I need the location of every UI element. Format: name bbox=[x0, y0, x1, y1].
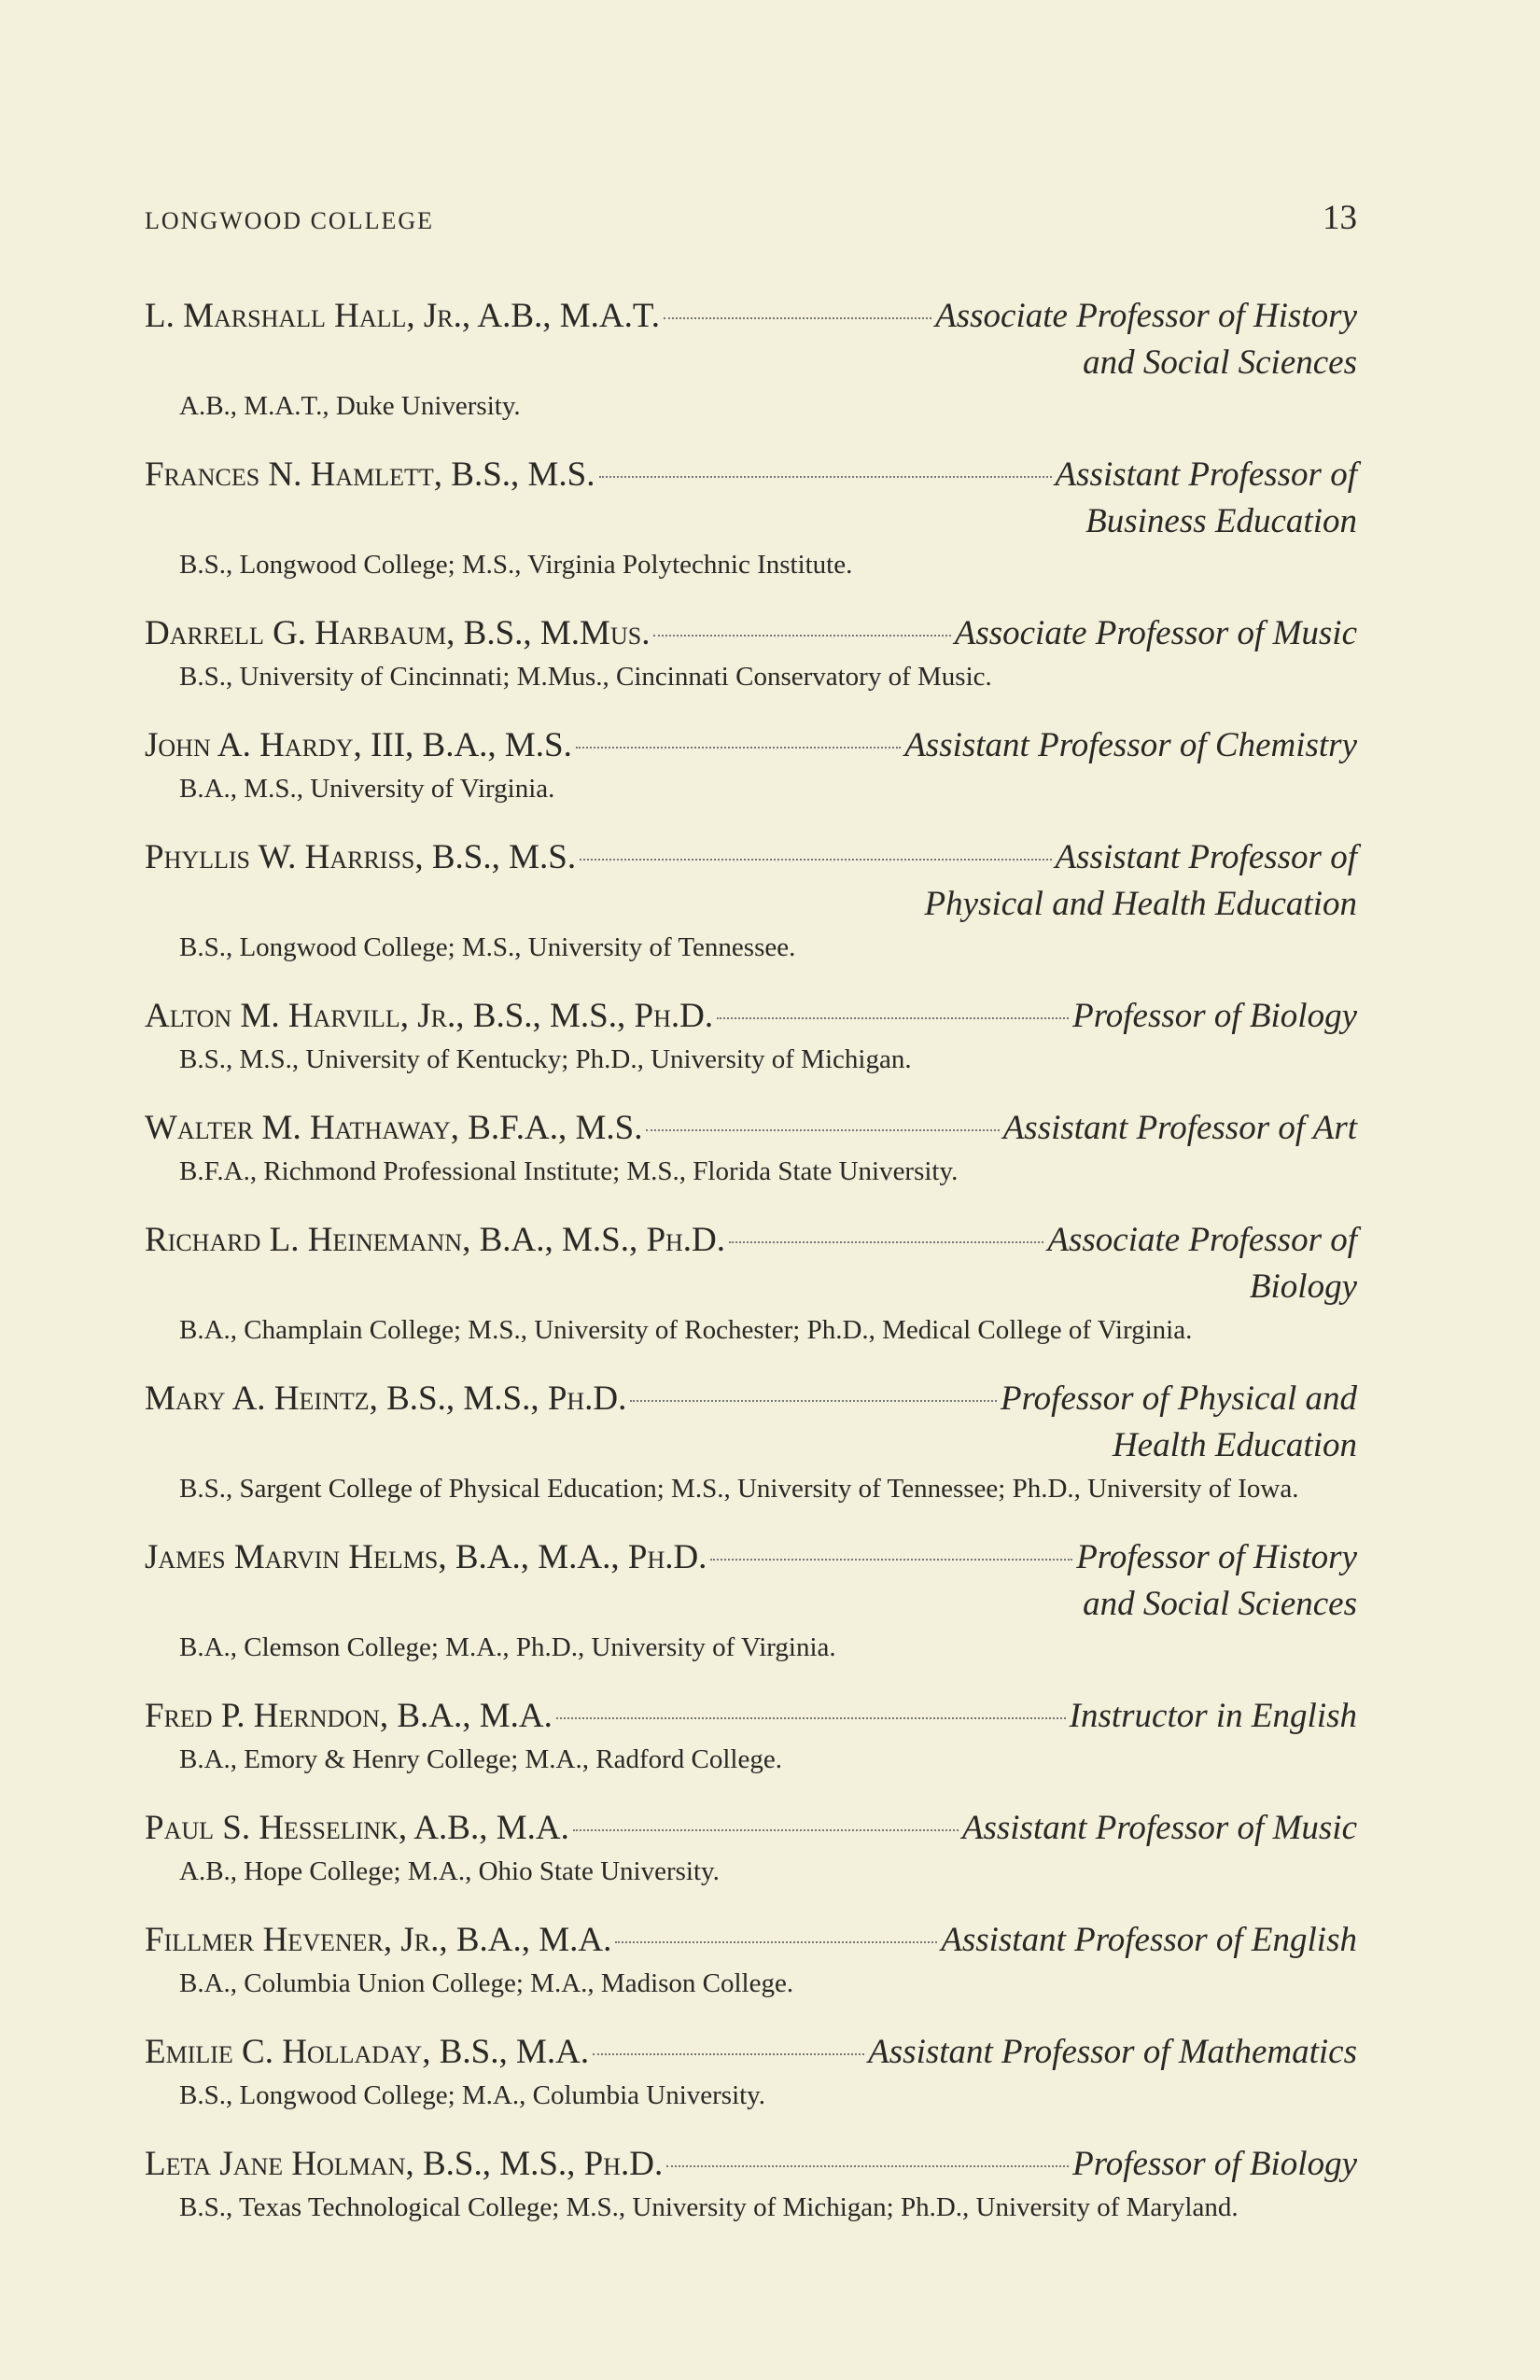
faculty-title-continued: and Social Sciences bbox=[1083, 1585, 1357, 1623]
faculty-name: Richard L. Heinemann, B.A., M.S., Ph.D. bbox=[145, 1221, 726, 1259]
dot-leader bbox=[664, 317, 931, 319]
faculty-entry bbox=[145, 2141, 1357, 2223]
faculty-name: Alton M. Harvill, Jr., B.S., M.S., Ph.D. bbox=[145, 997, 714, 1035]
faculty-education: B.A., M.S., University of Virginia. bbox=[179, 774, 555, 804]
faculty-title: Professor of Biology bbox=[1072, 997, 1357, 1035]
faculty-entry bbox=[145, 452, 1357, 581]
faculty-entry bbox=[145, 1693, 1357, 1775]
faculty-education: B.S., M.S., University of Kentucky; Ph.D., University of Michigan. bbox=[179, 1044, 912, 1074]
faculty-education: B.S., University of Cincinnati; M.Mus., Cincinnati Conservatory of Music. bbox=[179, 662, 992, 692]
dot-leader bbox=[630, 1400, 997, 1402]
faculty-name: Emilie C. Holladay, B.S., M.A. bbox=[145, 2033, 590, 2071]
faculty-entry bbox=[145, 1805, 1357, 1887]
faculty-title: Professor of Biology bbox=[1072, 2145, 1357, 2183]
faculty-list bbox=[145, 293, 1357, 2253]
faculty-education: B.S., Texas Technological College; M.S., University of Michigan; Ph.D., University of Maryland. bbox=[179, 2192, 1239, 2222]
faculty-name: Phyllis W. Harriss, B.S., M.S. bbox=[145, 838, 577, 876]
faculty-title-continued: Physical and Health Education bbox=[924, 885, 1357, 923]
faculty-entry bbox=[145, 1917, 1357, 1999]
faculty-education: B.S., Longwood College; M.S., Virginia Polytechnic Institute. bbox=[179, 550, 853, 580]
faculty-title-continued: and Social Sciences bbox=[1083, 343, 1357, 382]
page-number: 13 bbox=[1323, 199, 1357, 237]
dot-leader bbox=[599, 476, 1052, 478]
dot-leader bbox=[717, 1017, 1069, 1019]
faculty-name: Mary A. Heintz, B.S., M.S., Ph.D. bbox=[145, 1379, 627, 1418]
faculty-title: Associate Professor of bbox=[1047, 1221, 1357, 1259]
faculty-title: Associate Professor of History bbox=[935, 297, 1357, 335]
faculty-education: B.A., Clemson College; M.A., Ph.D., University of Virginia. bbox=[179, 1632, 836, 1662]
college-name: LONGWOOD COLLEGE bbox=[145, 207, 435, 234]
faculty-entry bbox=[145, 834, 1357, 963]
faculty-title: Professor of Physical and bbox=[1001, 1379, 1357, 1418]
faculty-title: Professor of History bbox=[1076, 1538, 1357, 1576]
faculty-entry bbox=[145, 2029, 1357, 2111]
faculty-title-continued: Health Education bbox=[1112, 1426, 1357, 1464]
faculty-name: Leta Jane Holman, B.S., M.S., Ph.D. bbox=[145, 2145, 664, 2183]
faculty-name: John A. Hardy, III, B.A., M.S. bbox=[145, 726, 572, 764]
faculty-title: Associate Professor of Music bbox=[954, 614, 1357, 652]
dot-leader bbox=[666, 2165, 1069, 2167]
faculty-title: Assistant Professor of Chemistry bbox=[904, 726, 1357, 764]
faculty-education: B.S., Longwood College; M.S., University of Tennessee. bbox=[179, 932, 796, 962]
dot-leader bbox=[710, 1559, 1072, 1561]
faculty-entry bbox=[145, 1105, 1357, 1187]
faculty-name: L. Marshall Hall, Jr., A.B., M.A.T. bbox=[145, 297, 660, 335]
dot-leader bbox=[653, 635, 950, 637]
faculty-education: B.A., Champlain College; M.S., University of Rochester; Ph.D., Medical College of Virginia. bbox=[179, 1315, 1193, 1345]
dot-leader bbox=[729, 1241, 1043, 1243]
dot-leader bbox=[556, 1717, 1066, 1719]
faculty-entry bbox=[145, 1376, 1357, 1505]
faculty-entry bbox=[145, 993, 1357, 1075]
faculty-title: Assistant Professor of bbox=[1055, 455, 1357, 494]
faculty-title: Assistant Professor of Mathematics bbox=[868, 2033, 1357, 2071]
faculty-title-continued: Biology bbox=[1249, 1267, 1357, 1306]
faculty-education: A.B., M.A.T., Duke University. bbox=[179, 391, 521, 421]
faculty-education: B.F.A., Richmond Professional Institute; M.S., Florida State University. bbox=[179, 1156, 959, 1186]
dot-leader bbox=[646, 1129, 999, 1131]
faculty-education: A.B., Hope College; M.A., Ohio State University. bbox=[179, 1856, 720, 1886]
faculty-name: Frances N. Hamlett, B.S., M.S. bbox=[145, 455, 595, 494]
faculty-title-continued: Business Education bbox=[1085, 502, 1357, 540]
dot-leader bbox=[615, 1941, 937, 1943]
faculty-name: Walter M. Hathaway, B.F.A., M.S. bbox=[145, 1109, 643, 1147]
faculty-entry bbox=[145, 1534, 1357, 1663]
faculty-entry bbox=[145, 1217, 1357, 1346]
running-header bbox=[145, 198, 1357, 238]
faculty-entry bbox=[145, 293, 1357, 422]
faculty-name: Darrell G. Harbaum, B.S., M.Mus. bbox=[145, 614, 651, 652]
faculty-entry bbox=[145, 722, 1357, 805]
faculty-title: Assistant Professor of English bbox=[941, 1921, 1357, 1959]
dot-leader bbox=[580, 859, 1051, 861]
faculty-title: Instructor in English bbox=[1069, 1697, 1357, 1735]
faculty-name: Fred P. Herndon, B.A., M.A. bbox=[145, 1697, 553, 1735]
faculty-education: B.A., Columbia Union College; M.A., Madison College. bbox=[179, 1968, 794, 1998]
faculty-education: B.S., Longwood College; M.A., Columbia University. bbox=[179, 2080, 766, 2110]
faculty-entry bbox=[145, 610, 1357, 693]
dot-leader bbox=[573, 1829, 959, 1831]
faculty-education: B.S., Sargent College of Physical Education; M.S., University of Tennessee; Ph.D., University of Iowa. bbox=[179, 1474, 1299, 1504]
faculty-name: Paul S. Hesselink, A.B., M.A. bbox=[145, 1809, 569, 1847]
faculty-education: B.A., Emory & Henry College; M.A., Radford College. bbox=[179, 1744, 782, 1774]
dot-leader bbox=[576, 747, 901, 749]
faculty-title: Assistant Professor of Art bbox=[1002, 1109, 1357, 1147]
faculty-name: Fillmer Hevener, Jr., B.A., M.A. bbox=[145, 1921, 612, 1959]
faculty-title: Assistant Professor of Music bbox=[961, 1809, 1357, 1847]
faculty-name: James Marvin Helms, B.A., M.A., Ph.D. bbox=[145, 1538, 707, 1576]
faculty-title: Assistant Professor of bbox=[1055, 838, 1357, 876]
dot-leader bbox=[593, 2053, 864, 2055]
